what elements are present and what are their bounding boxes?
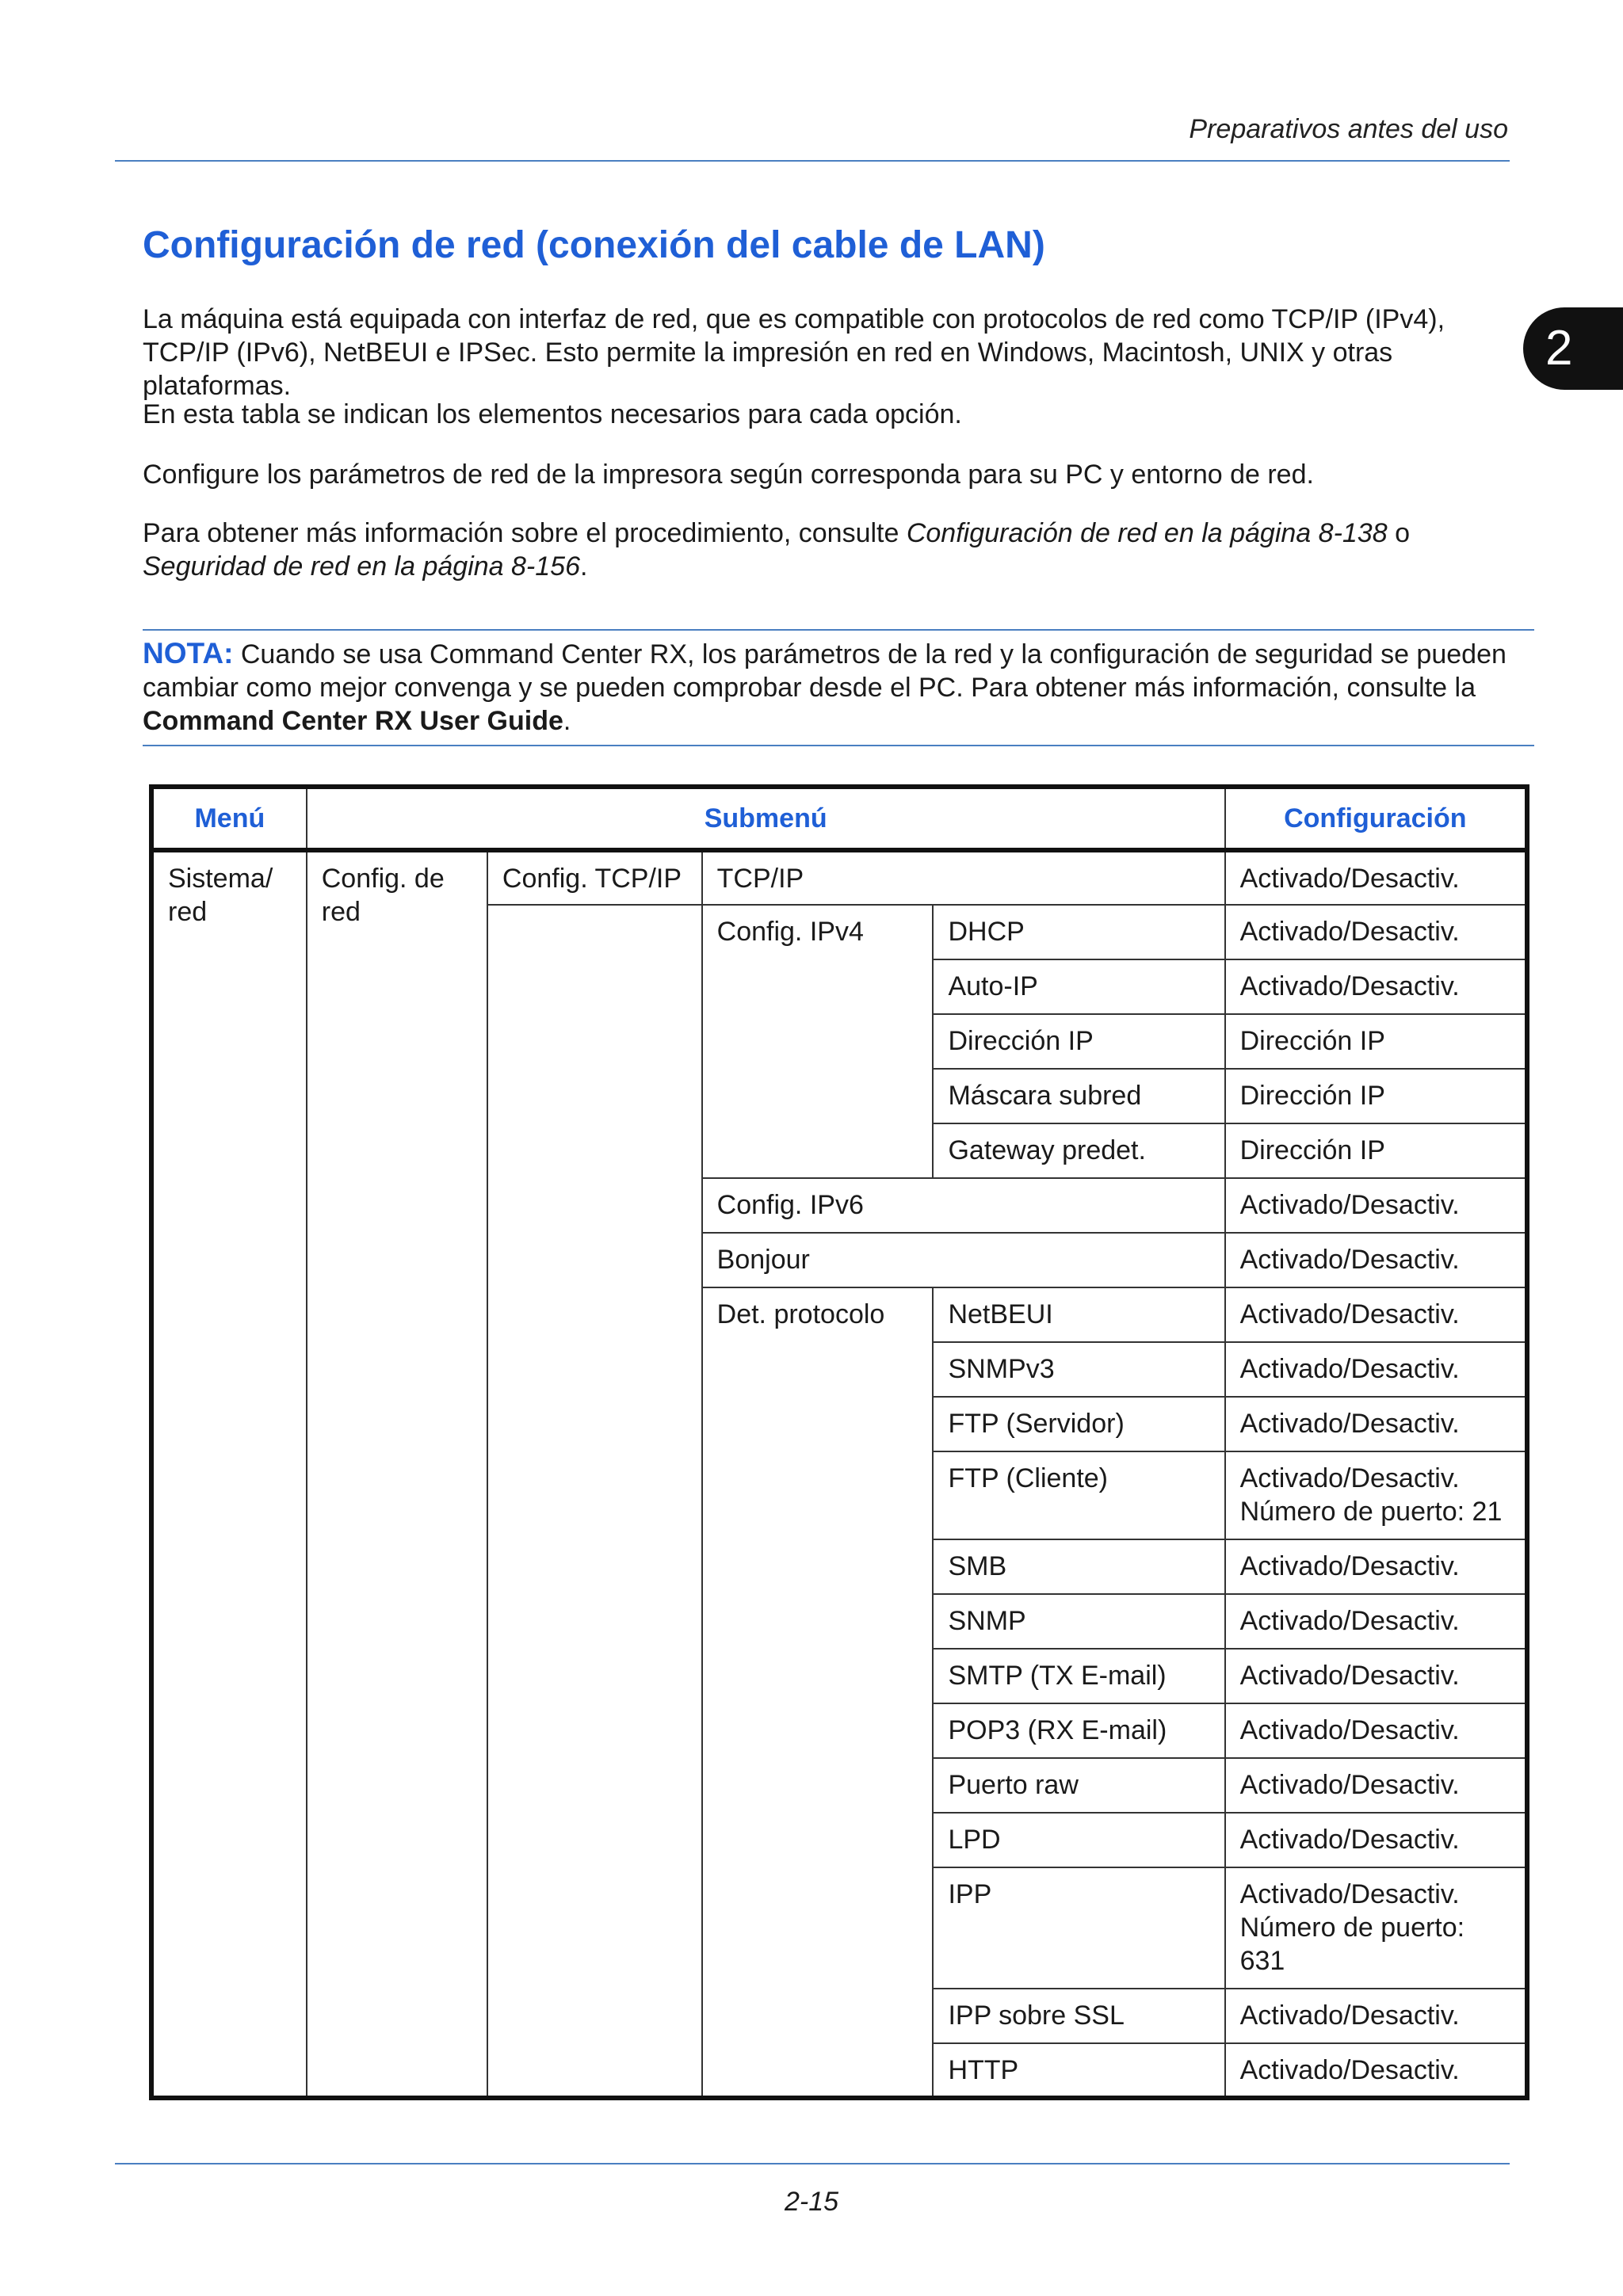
item-label: IPP sobre SSL — [933, 1989, 1224, 2043]
group-label-ipv4: Config. IPv4 — [702, 905, 934, 1178]
note-guide-title: Command Center RX User Guide — [143, 706, 563, 736]
page-title: Configuración de red (conexión del cable de LAN) — [143, 224, 1045, 266]
item-label: Config. IPv6 — [702, 1178, 1225, 1233]
item-label: Auto-IP — [933, 959, 1224, 1014]
note-text: Cuando se usa Command Center RX, los parámetros de la red y la configuración de seguridad se pueden cambiar como mejor convenga y se pueden comprobar desde el PC. Para obtener más información, consulte la — [143, 639, 1507, 703]
item-value: Activado/Desactiv. — [1225, 1703, 1527, 1758]
item-label: Máscara subred — [933, 1069, 1224, 1123]
configure-paragraph: Configure los parámetros de red de la impresora según corresponda para su PC y entorno de red. — [143, 460, 1314, 490]
reference-paragraph — [143, 517, 1537, 583]
reference-link-network-security[interactable]: Seguridad de red en la página 8-156 — [143, 551, 580, 582]
item-value: Activado/Desactiv. — [1225, 1233, 1527, 1287]
reference-link-network-config[interactable]: Configuración de red en la página 8-138 — [906, 518, 1388, 548]
item-value: Activado/Desactiv. — [1225, 1813, 1527, 1867]
table-header-row — [151, 787, 1527, 850]
header-menu: Menú — [151, 787, 307, 850]
item-label: POP3 (RX E-mail) — [933, 1703, 1224, 1758]
item-value: Activado/Desactiv. — [1225, 1287, 1527, 1342]
note-top-rule — [143, 629, 1534, 631]
item-label: HTTP — [933, 2043, 1224, 2098]
item-value: Activado/Desactiv. — [1225, 1178, 1527, 1233]
item-value: Dirección IP — [1225, 1069, 1527, 1123]
item-label: FTP (Cliente) — [933, 1451, 1224, 1539]
item-value: Activado/Desactiv. — [1225, 2043, 1527, 2098]
empty-cell — [487, 905, 702, 2098]
item-value: Activado/Desactiv. — [1225, 1989, 1527, 2043]
table-intro-paragraph: En esta tabla se indican los elementos necesarios para cada opción. — [143, 399, 962, 429]
footer-rule — [115, 2163, 1510, 2164]
item-label: TCP/IP — [702, 850, 1225, 905]
item-label: Bonjour — [702, 1233, 1225, 1287]
item-value: Activado/Desactiv. — [1225, 1594, 1527, 1649]
item-value: Activado/Desactiv. — [1225, 1539, 1527, 1594]
reference-text: Para obtener más información sobre el procedimiento, consulte — [143, 518, 907, 548]
item-value: Activado/Desactiv. — [1225, 959, 1527, 1014]
item-label: Puerto raw — [933, 1758, 1224, 1813]
item-value: Dirección IP — [1225, 1014, 1527, 1069]
header-submenu: Submenú — [307, 787, 1225, 850]
table-row — [151, 850, 1527, 905]
note-label: NOTA: — [143, 637, 234, 669]
item-label: IPP — [933, 1867, 1224, 1989]
item-label: DHCP — [933, 905, 1224, 959]
page-number: 2-15 — [784, 2187, 839, 2217]
item-value: Activado/Desactiv. — [1225, 1397, 1527, 1451]
menu-cell: Sistema/ red — [151, 850, 307, 2098]
running-header: Preparativos antes del uso — [1189, 114, 1508, 144]
network-settings-table — [149, 784, 1529, 2100]
item-label: SMB — [933, 1539, 1224, 1594]
item-label: Gateway predet. — [933, 1123, 1224, 1178]
item-value: Activado/Desactiv. — [1225, 905, 1527, 959]
item-value: Activado/Desactiv. — [1225, 1649, 1527, 1703]
note-bottom-rule — [143, 745, 1534, 746]
item-label: SMTP (TX E-mail) — [933, 1649, 1224, 1703]
item-label: FTP (Servidor) — [933, 1397, 1224, 1451]
item-value: Activado/Desactiv. — [1225, 1342, 1527, 1397]
item-label: SNMP — [933, 1594, 1224, 1649]
item-label: NetBEUI — [933, 1287, 1224, 1342]
note-end: . — [563, 706, 571, 736]
submenu-network-cell: Config. de red — [307, 850, 487, 2098]
item-value: Activado/Desactiv. — [1225, 1758, 1527, 1813]
header-rule — [115, 160, 1510, 162]
item-value: Activado/Desactiv. Número de puerto: 21 — [1225, 1451, 1527, 1539]
group-label-protocol: Det. protocolo — [702, 1287, 934, 2098]
submenu-tcpip-cell: Config. TCP/IP — [487, 850, 702, 905]
item-label: LPD — [933, 1813, 1224, 1867]
item-value: Dirección IP — [1225, 1123, 1527, 1178]
header-config: Configuración — [1225, 787, 1527, 850]
chapter-tab: 2 — [1523, 307, 1623, 390]
reference-end: . — [580, 551, 588, 582]
item-value: Activado/Desactiv. — [1225, 850, 1527, 905]
reference-conjunction: o — [1387, 518, 1410, 548]
item-label: Dirección IP — [933, 1014, 1224, 1069]
item-label: SNMPv3 — [933, 1342, 1224, 1397]
note-block — [143, 637, 1537, 738]
item-value: Activado/Desactiv. Número de puerto: 631 — [1225, 1867, 1527, 1989]
intro-paragraph: La máquina está equipada con interfaz de red, que es compatible con protocolos de red como TCP/IP (IPv4), TCP/IP (IPv6), NetBEUI e IPSec. Esto permite la impresión en red en Windows, Macintosh, UNIX y otras plataformas. — [143, 304, 1445, 401]
